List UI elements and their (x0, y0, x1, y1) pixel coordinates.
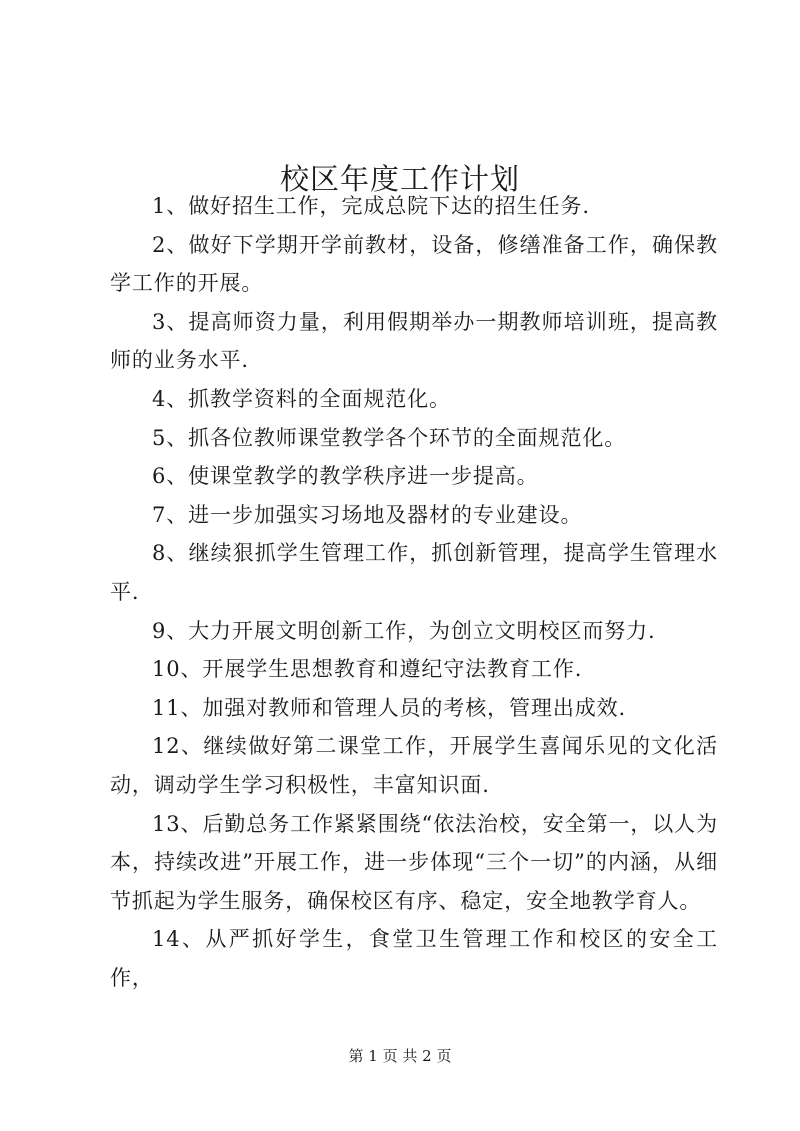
paragraph-13: 13、后勤总务工作紧紧围绕“依法治校，安全第一，以人为本，持续改进”开展工作，进一步体现“三个一切”的内涵，从细节抓起为学生服务，确保校区有序、稳定，安全地教学育人。 (110, 811, 718, 913)
paragraph-11: 11、加强对教师和管理人员的考核，管理出成效. (152, 695, 627, 720)
paragraph-12: 12、继续做好第二课堂工作，开展学生喜闻乐见的文化活动，调动学生学习积极性，丰富知识面. (110, 734, 718, 797)
paragraph-1: 1、做好招生工作，完成总院下达的招生任务. (152, 194, 590, 218)
paragraph-6: 6、使课堂教学的教学秩序进一步提高。 (152, 464, 539, 489)
paragraph-7: 7、进一步加强实习场地及器材的专业建设。 (152, 502, 583, 527)
paragraph-4: 4、抓教学资料的全面规范化。 (152, 386, 451, 411)
page-footer: 第 1 页 共 2 页 (348, 1047, 452, 1065)
paragraph-9: 9、大力开展文明创新工作，为创立文明校区而努力. (152, 618, 656, 643)
paragraph-5: 5、抓各位教师课堂教学各个环节的全面规范化。 (152, 425, 627, 450)
document-title: 校区年度工作计划 (279, 162, 520, 197)
paragraph-14: 14、从严抓好学生，食堂卫生管理工作和校区的安全工作， (110, 927, 718, 990)
paragraph-10: 10、开展学生思想教育和遵纪守法教育工作. (152, 657, 583, 682)
paragraph-8: 8、继续狠抓学生管理工作，抓创新管理，提高学生管理水平. (110, 541, 718, 604)
paragraph-2: 2、做好下学期开学前教材，设备，修缮准备工作，确保教学工作的开展。 (110, 232, 718, 296)
paragraph-3: 3、提高师资力量，利用假期举办一期教师培训班，提高教师的业务水平. (110, 309, 718, 373)
document-body (110, 187, 718, 997)
